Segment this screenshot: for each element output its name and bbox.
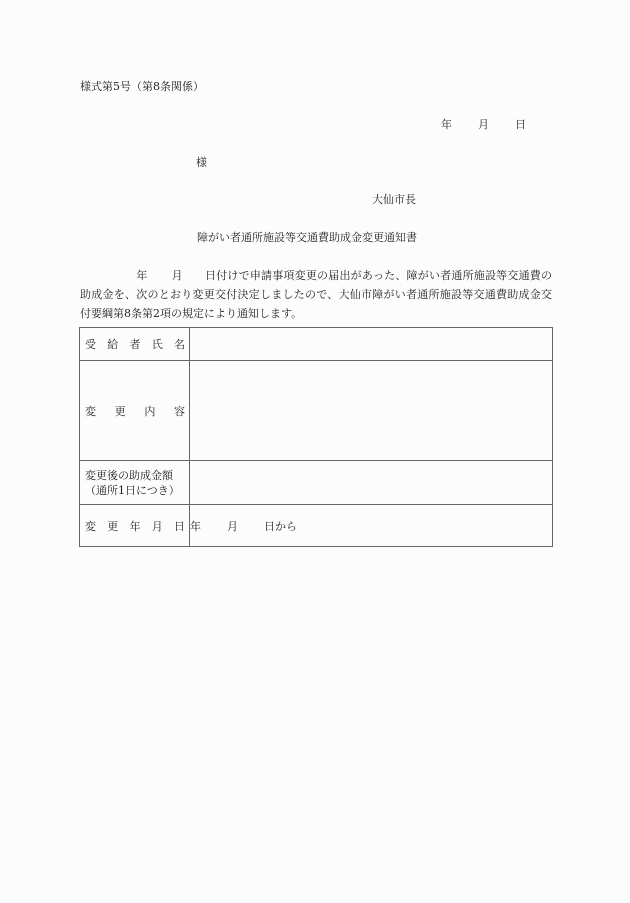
- change-date-month: 月: [227, 519, 238, 533]
- label-change-details: 変 更 内 容: [80, 361, 190, 461]
- value-new-subsidy-amount[interactable]: [190, 461, 553, 505]
- issuer: 大仙市長: [372, 193, 416, 206]
- issue-date: [441, 118, 526, 132]
- change-date-day: 日から: [264, 519, 297, 533]
- body-year: 年: [136, 269, 148, 282]
- label-change-date: 変 更 年 月 日: [80, 505, 190, 547]
- body-month: 月: [171, 269, 183, 282]
- document-title: 障がい者通所施設等交通費助成金変更通知書: [197, 231, 417, 244]
- table-row-change-details: [80, 361, 553, 461]
- table-row-recipient-name: [80, 328, 553, 361]
- table-row-change-date: [80, 505, 553, 547]
- body-paragraph: [80, 266, 552, 323]
- value-recipient-name[interactable]: [190, 328, 553, 361]
- date-year: 年: [441, 118, 452, 131]
- label-recipient-name: 受 給 者 氏 名: [80, 328, 190, 361]
- form-table: [79, 327, 553, 547]
- value-change-details[interactable]: [190, 361, 553, 461]
- body-text: 日付けで申請事項変更の届出があった、障がい者通所施設等交通費の助成金を、次のとおり変更交付決定しましたので、大仙市障がい者通所施設等交通費助成金交付要綱第8条第2項の規定により通知します。: [80, 269, 552, 320]
- change-date-year: 年: [190, 519, 201, 533]
- form-number: 様式第5号（第8条関係）: [80, 80, 204, 93]
- addressee-suffix: 様: [196, 156, 207, 169]
- table-row-new-subsidy-amount: [80, 461, 553, 505]
- value-change-date[interactable]: [190, 505, 553, 547]
- label-new-subsidy-amount: 変更後の助成金額 （通所1日につき）: [80, 461, 190, 505]
- date-day: 日: [515, 118, 526, 131]
- date-month: 月: [478, 118, 489, 131]
